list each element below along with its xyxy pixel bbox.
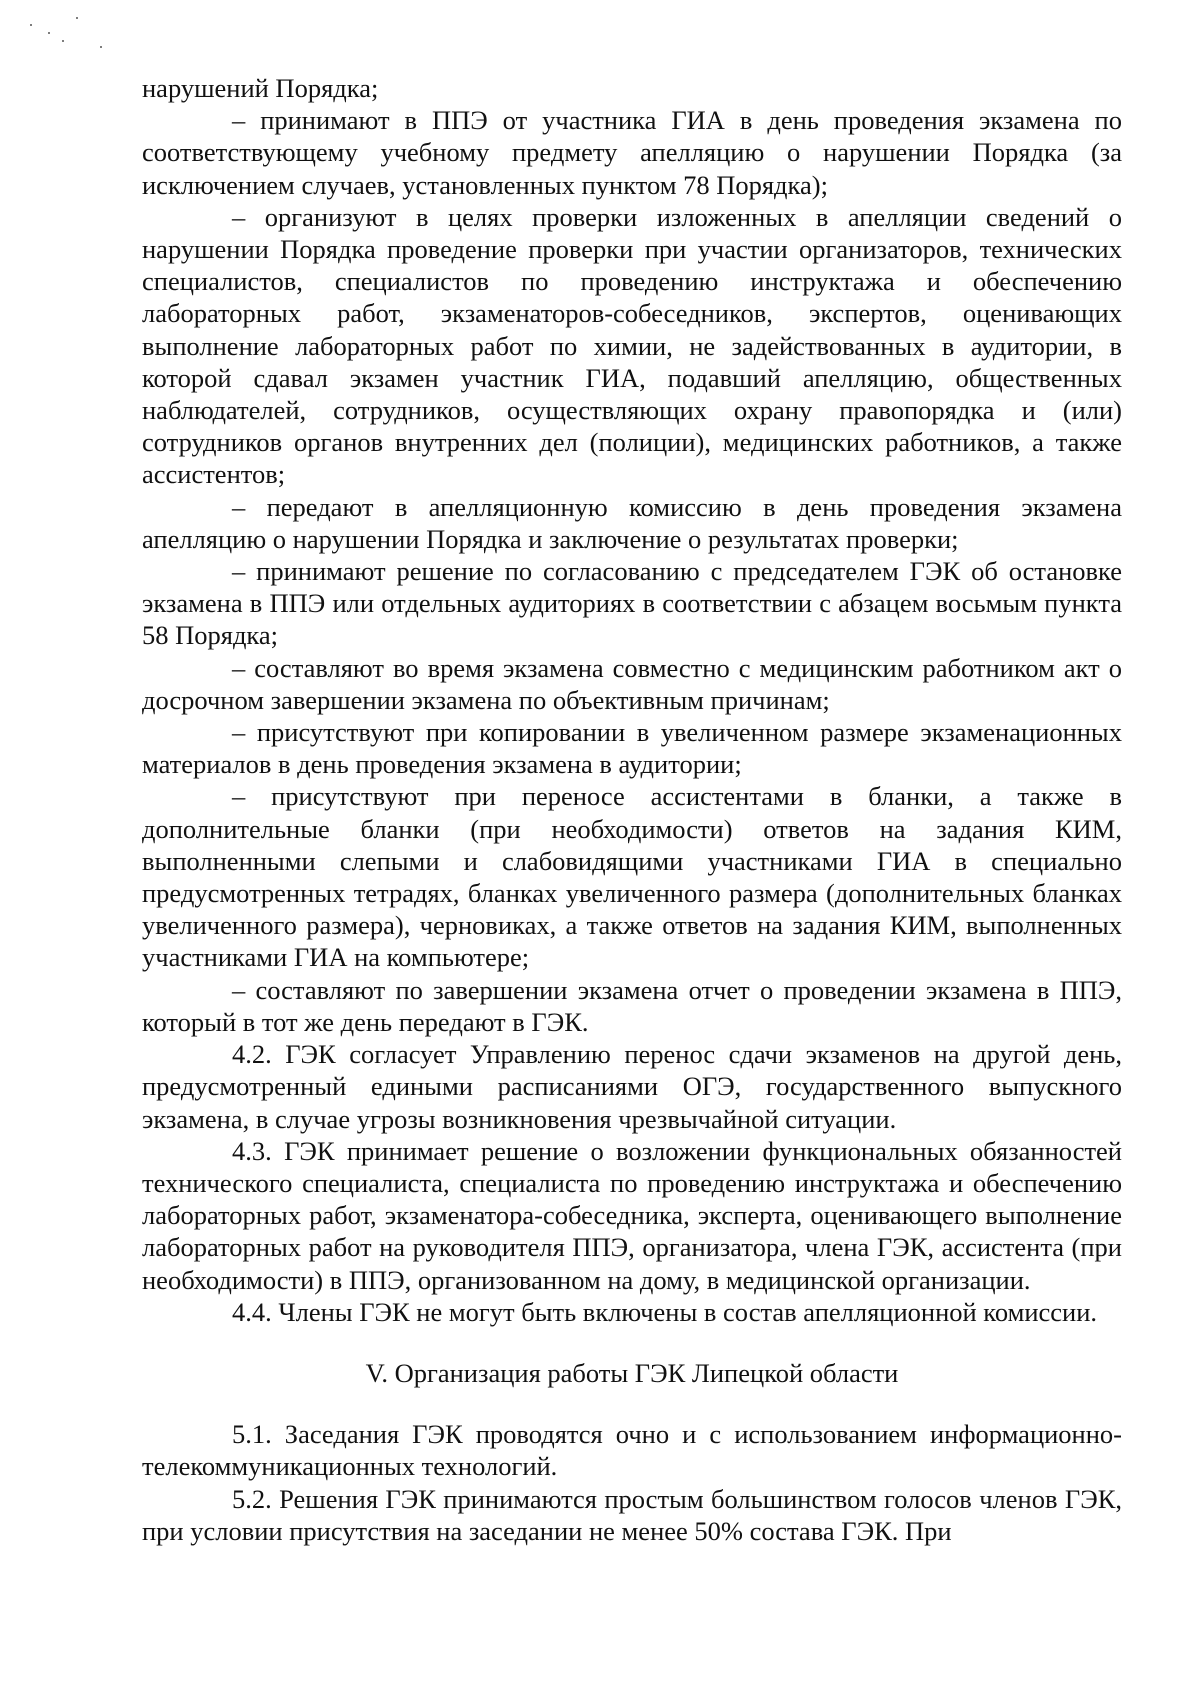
section-heading: V. Организация работы ГЭК Липецкой области xyxy=(365,1357,899,1388)
paragraph-verification: – организуют в целях проверки изложенных в апелляции сведений о нарушении Порядка проведение проверки при участии организаторов, технических специалистов, специалистов по проведению инструктажа и обеспечению лабораторных работ, экзаменаторов-собеседников, экспертов, оценивающих выполнение лабораторных работ по химии, не задействованных в аудитории, в которой сдавал экзамен участник ГИА, подавший апелляцию, общественных наблюдателей, сотрудников, осуществляющих охрану правопорядка и (или) сотрудников органов внутренних дел (полиции), медицинских работников, а также ассистентов; xyxy=(142,201,1122,490)
paragraph-report: – составляют по завершении экзамена отчет о проведении экзамена в ППЭ, который в тот же день передают в ГЭК. xyxy=(142,974,1122,1037)
paragraph-exam-stop: – принимают решение по согласованию с председателем ГЭК об остановке экзамена в ППЭ или отдельных аудиториях в соответствии с абзацем восьмым пункта 58 Порядка; xyxy=(142,556,1122,651)
paragraph-4-4: 4.4. Члены ГЭК не могут быть включены в состав апелляционной комиссии. xyxy=(232,1296,1098,1327)
document-body xyxy=(142,72,1122,1547)
paragraph-assistants-transfer: – присутствуют при переносе ассистентами в бланки, а также в дополнительные бланки (при необходимости) ответов на задания КИМ, выполненными слепыми и слабовидящими участниками ГИА в специально предусмотренных тетрадях, бланках увеличенного размера (дополнительных бланках увеличенного размера), черновиках, а также ответов на задания КИМ, выполненных участниками ГИА на компьютере; xyxy=(142,781,1122,973)
paragraph-appeal-acceptance: – принимают в ППЭ от участника ГИА в день проведения экзамена по соответствующему учебному предмету апелляцию о нарушении Порядка (за исключением случаев, установленных пунктом 78 Порядка); xyxy=(142,105,1122,200)
paragraph-4-2: 4.2. ГЭК согласует Управлению перенос сдачи экзаменов на другой день, предусмотренный едиными расписаниями ОГЭ, государственного выпускного экзамена, в случае угрозы возникновения чрезвычайной ситуации. xyxy=(142,1039,1122,1134)
paragraph-transfer-appeal: – передают в апелляционную комиссию в день проведения экзамена апелляцию о нарушении Порядка и заключение о результатах проверки; xyxy=(142,491,1122,554)
paragraph-5-2: 5.2. Решения ГЭК принимаются простым большинством голосов членов ГЭК, при условии присутствия на заседании не менее 50% состава ГЭК. При xyxy=(142,1483,1122,1546)
paragraph-continuation: нарушений Порядка; xyxy=(142,73,379,103)
paragraph-5-1: 5.1. Заседания ГЭК проводятся очно и с использованием информационно-телекоммуникационных технологий. xyxy=(142,1419,1122,1482)
paragraph-early-completion: – составляют во время экзамена совместно с медицинским работником акт о досрочном завершении экзамена по объективным причинам; xyxy=(142,652,1122,715)
paragraph-4-3: 4.3. ГЭК принимает решение о возложении функциональных обязанностей технического специалиста, специалиста по проведению инструктажа и обеспечению лабораторных работ, экзаменатора-собеседника, эксперта, оценивающего выполнение лабораторных работ на руководителя ППЭ, организатора, члена ГЭК, ассистента (при необходимости) в ППЭ, организованном на дому, в медицинской организации. xyxy=(142,1135,1122,1295)
paragraph-copying: – присутствуют при копировании в увеличенном размере экзаменационных материалов в день проведения экзамена в аудитории; xyxy=(142,717,1122,780)
